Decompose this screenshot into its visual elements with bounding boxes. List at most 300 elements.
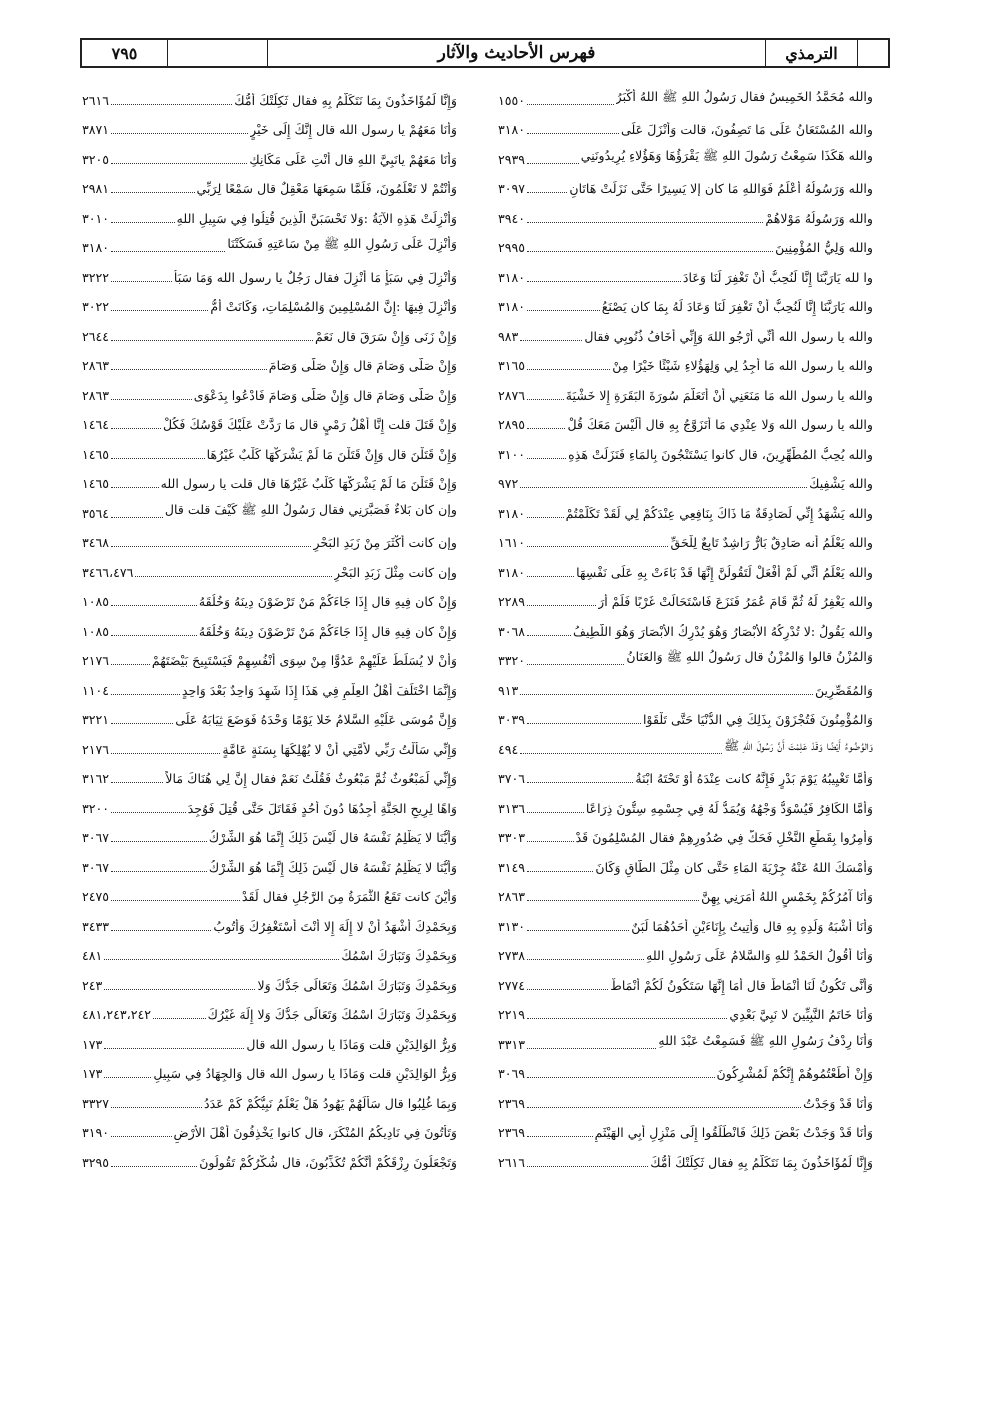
index-entry (82, 849, 457, 879)
entry-text: وَبِحَمْدِكَ وَتَبَارَكَ اسْمُكَ (341, 948, 457, 963)
entry-text: والله المُسْتَعَانُ عَلَى مَا تَصِفُونَ، قالت وَأَنْزَلَ عَلَى (621, 122, 873, 137)
index-entry (82, 790, 457, 820)
leader-dots (111, 340, 313, 341)
index-entry (498, 761, 873, 791)
entry-text: وَأَنَا قَدْ وَجَدْتُ بَعْضَ ذَلِكَ فَانْطَلَقُوا إِلَى مَنْزِلِ أَبِي الهَيْثَمِ (594, 1125, 873, 1140)
hadith-number: ١٧٣ (82, 1066, 103, 1081)
hadith-number: ٣١٨٠ (498, 505, 526, 521)
index-entry (82, 613, 457, 643)
index-entry (498, 1144, 873, 1174)
leader-dots (527, 192, 567, 193)
leader-dots (527, 310, 600, 311)
entry-text: وَبِرُّ الوَالِدَيْنِ قلت وَمَاذَا يا رسول الله قال وَالجِهَادُ فِي سَبِيلِ (153, 1066, 457, 1081)
hadith-number: ١٠٨٥ (82, 623, 110, 639)
leader-dots (104, 1048, 244, 1049)
index-entry (82, 1115, 457, 1145)
index-entry (82, 938, 457, 968)
index-entry (498, 230, 873, 260)
entry-text: وَأَنَا رِدْفُ رَسُولِ اللهِ ﷺ فَسَمِعْتُ عَبْدَ اللهِ (658, 1032, 873, 1048)
entry-text: والله يَشْفِيكَ (809, 476, 873, 491)
entry-text: والله يَغْفِرُ لَهُ ثُمَّ قَامَ عُمَرُ فَنَزَعَ فَاسْتَحَالَتْ غَرْبًا فَلَمْ أَرَ (598, 594, 873, 609)
entry-text: والله يا رسول الله وَلا عِنْدِي مَا أَتَزَوَّجُ بِهِ قال أَلَيْسَ مَعَكَ قُلْ (567, 417, 873, 432)
leader-dots (111, 281, 172, 282)
entry-text: وَأُنْزِلَ عَلَى رَسُولِ اللهِ ﷺ مِنْ سَاعَتِهِ فَسَكَتْنَا (227, 236, 457, 251)
leader-dots (111, 192, 194, 193)
index-entry (498, 849, 873, 879)
hadith-number: ٣٠٦٧ (82, 859, 110, 875)
leader-dots (520, 753, 722, 754)
leader-dots (104, 1077, 151, 1078)
index-entry (82, 997, 457, 1027)
index-entry (82, 495, 457, 525)
hadith-number: ٢٨٦٣ (498, 889, 526, 904)
leader-dots (527, 1077, 714, 1078)
leader-dots (111, 930, 211, 931)
entry-text: وَأَنَا خَاتَمُ النَّبِيِّينَ لا نَبِيَّ بَعْدِي (729, 1007, 873, 1022)
leader-dots (111, 782, 163, 783)
hadith-number: ٣٣٢٠ (498, 653, 526, 668)
entry-text: وَأَنَا مَعَهُمْ يا رسول الله قال إِنَّكَ إِلَى خَيْرٍ (250, 122, 457, 137)
index-entry (82, 702, 457, 732)
hadith-number: ٣٠١٠ (82, 210, 110, 226)
hadith-number: ٣٠٦٨ (498, 623, 526, 639)
hadith-number: ٣٢٩٥ (82, 1154, 110, 1170)
index-entry (498, 1026, 873, 1056)
leader-dots (527, 399, 564, 400)
leader-dots (111, 900, 240, 901)
hadith-number: ٢٣٦٩ (498, 1125, 526, 1140)
hadith-number: ١٥٥٠ (498, 92, 526, 108)
hadith-number: ٢٢٨٩ (498, 594, 526, 609)
index-entry (82, 1026, 457, 1056)
entry-text: والله هَكَذَا سَمِعْتُ رَسُولَ اللهِ ﷺ يَقْرَؤُهَا وَهَؤُلاءِ يُرِيدُونَنِي (580, 147, 873, 163)
leader-dots (104, 989, 255, 990)
entry-text: وَتَجْعَلُونَ رِزْقَكُمْ أَنَّكُمْ تُكَذِّبُونَ، قال شُكْرُكُمْ تَقُولُونَ (199, 1154, 457, 1170)
leader-dots (527, 635, 571, 636)
hadith-number: ٣٣١٣ (498, 1036, 526, 1052)
entry-text: وَبِحَمْدِكَ أَشْهَدُ أَنْ لا إِلَهَ إِلا أَنْتَ أَسْتَغْفِرُكَ وَأَتُوبُ (213, 918, 457, 934)
hadith-number: ٢٩٣٩ (498, 151, 526, 167)
hadith-number: ٢٦١٦ (498, 1154, 526, 1170)
entry-text: وَإِنْ كان فِيهِ قال إِذَا جَاءَكُمْ مَنْ تَرْضَوْنَ دِينَهُ وَخُلُقَهُ (198, 594, 457, 609)
entry-text: وَالمُزْنُ قالوا وَالمُزْنُ قال رَسُولُ اللهِ ﷺ وَالعَنَانُ (626, 649, 873, 664)
index-entry (498, 141, 873, 171)
entry-text: وَأُنْزِلَتْ هَذِهِ الآيَةُ :وَلا تَحْسَبَنَّ الَّذِينَ قُتِلُوا فِي سَبِيلِ اللهِ (176, 210, 457, 226)
entry-text: وَاهًا لِرِيحِ الجَنَّةِ أَجِدُهَا دُونَ أُحُدٍ فَقَاتَلَ حَتَّى قُتِلَ فَوُجِدَ (187, 800, 457, 816)
hadith-number: ١٧٣ (82, 1036, 103, 1052)
index-entry (498, 112, 873, 142)
hadith-number: ٣٤٦٨ (82, 535, 110, 550)
entry-text: وَأَنْتُمْ لا تَعْلَمُونَ، فَلَمَّا سَمِعَهَا مَعْقِلٌ قال سَمْعًا لِرَبِّي (196, 181, 457, 196)
index-entry (498, 495, 873, 525)
leader-dots (527, 1018, 727, 1019)
entry-text: وَإِنِّي لَمَبْعُوثٌ ثُمَّ مَبْعُوثٌ فَقُلْتُ نَعَمْ فقال إِنَّ لِي هُنَاكَ مَالاً (165, 771, 457, 786)
hadith-number: ١١٠٤ (82, 682, 110, 698)
index-entry (82, 643, 457, 673)
leader-dots (527, 251, 773, 252)
index-entry (82, 436, 457, 466)
entry-text: والله يَعْلَمُ أنه صَادِقٌ بَارٌّ رَاشِدٌ تَابِعٌ لِلْحَقِّ (670, 535, 873, 550)
hadith-number: ٣١٦٥ (498, 358, 526, 373)
index-entry (498, 731, 873, 761)
index-entry (498, 259, 873, 289)
leader-dots (111, 664, 150, 665)
index-entry (82, 141, 457, 171)
index-entry (82, 1085, 457, 1115)
leader-dots (111, 723, 173, 724)
leader-dots (111, 871, 207, 872)
hadith-number: ٣١٤٩ (498, 859, 526, 875)
entry-text: وَأُنْزِلَ فِيهَا :إِنَّ المُسْلِمِينَ وَالمُسْلِمَاتِ، وَكَانَتْ أُمُّ (210, 299, 457, 314)
leader-dots (111, 251, 225, 252)
leader-dots (111, 163, 247, 164)
hadith-number: ٤٩٤ (498, 741, 519, 757)
entry-text: وَأَمَّا تَغْيِيبُهُ يَوْمَ بَدْرٍ فَإِنَّهُ كانت عِنْدَهُ أَوْ تَحْتَهُ ابْنَةُ (635, 771, 873, 786)
index-entry (82, 112, 457, 142)
entry-text: وَأَنَّى تَكُونُ لَنَا أَنْمَاطٌ قال أَمَا إِنَّهَا سَتَكُونُ لَكُمْ أَنْمَاطٌ (610, 977, 873, 993)
entry-text: وَأَنَا مَعَهُمْ يانَبِيَّ اللهِ قال أَنْتِ عَلَى مَكَانِكِ (249, 151, 457, 167)
leader-dots (527, 133, 619, 134)
page-header (80, 38, 890, 68)
leader-dots (111, 458, 205, 459)
index-entry (82, 820, 457, 850)
index-entry (498, 318, 873, 348)
hadith-number: ٣٠٦٩ (498, 1066, 526, 1081)
entry-text: وَأُمِرُوا بِقَطْعِ النَّخْلِ فَحَكَّ فِي صُدُورِهِمْ فقال المُسْلِمُونَ قَدْ (575, 830, 873, 845)
hadith-number: ٣١٨٠ (498, 564, 526, 580)
index-entry (498, 879, 873, 909)
index-entry (498, 525, 873, 555)
entry-text: وَالمُؤْمِنُونَ فَتُجْزَوْنَ بِذَلِكَ فِي الدُّنْيَا حَتَّى تَلْقَوْا (642, 712, 873, 727)
leader-dots (527, 930, 629, 931)
index-entry (498, 407, 873, 437)
hadith-number: ٣٣٢٧ (82, 1095, 110, 1111)
leader-dots (111, 487, 159, 488)
leader-dots (111, 635, 197, 636)
hadith-number: ٤٨١،٢٤٣،٢٤٢ (82, 1007, 152, 1022)
hadith-number: ٢٨٦٣ (82, 358, 110, 373)
book-name: الترمذي (766, 40, 858, 66)
index-entry (498, 82, 873, 112)
header-blank-cell (168, 40, 268, 66)
leader-dots (527, 1107, 801, 1108)
leader-dots (111, 1107, 202, 1108)
hadith-number: ٣٠٢٢ (82, 299, 110, 314)
hadith-number: ٣٢٢٢ (82, 269, 110, 285)
entry-text: وَالمُقَصِّرِينَ (814, 682, 873, 698)
entry-text: والله يَقُولُ :لا تُدْرِكُهُ الأَبْصَارُ وَهُوَ يُدْرِكُ الأَبْصَارَ وَهُوَ اللَّطِيفُ (572, 623, 873, 639)
entry-text: وَإِنْ كان فِيهِ قال إِذَا جَاءَكُمْ مَنْ تَرْضَوْنَ دِينَهُ وَخُلُقَهُ (198, 623, 457, 639)
hadith-number: ١٦١٠ (498, 535, 526, 550)
leader-dots (111, 369, 267, 370)
leader-dots (527, 782, 633, 783)
index-entry (82, 1056, 457, 1086)
leader-dots (527, 104, 614, 105)
entry-text: وَبِحَمْدِكَ وَتَبَارَكَ اسْمُكَ وَتَعَالَى جَدُّكَ وَلا (257, 977, 457, 993)
index-entry (498, 790, 873, 820)
index-entry (498, 820, 873, 850)
leader-dots (111, 399, 192, 400)
hadith-number: ٣١٨٠ (498, 269, 526, 285)
entry-text: والله وَرَسُولُهُ أَعْلَمُ فَوَاللهِ مَا كان إلا يَسِيرًا حَتَّى نَزَلَتْ هَاتَانِ (569, 181, 873, 196)
hadith-number: ٢٩٩٥ (498, 240, 526, 255)
hadith-number: ١٤٦٥ (82, 476, 110, 491)
leader-dots (104, 959, 339, 960)
hadith-number: ١٤٦٤ (82, 417, 110, 432)
hadith-number: ٢٧٣٨ (498, 948, 526, 963)
hadith-number: ٩١٣ (498, 682, 519, 698)
leader-dots (527, 517, 564, 518)
index-entry (82, 171, 457, 201)
entry-text: والله يا رسول الله مَا أَجِدُ لِي وَلِهَؤُلاءِ شَيْئًا خَيْرًا مِنْ (612, 358, 873, 373)
index-entry (82, 761, 457, 791)
hadith-number: ٣١٣٠ (498, 918, 526, 934)
index-entry (82, 672, 457, 702)
leader-dots (520, 340, 582, 341)
index-entry (498, 613, 873, 643)
hadith-number: ٣١٣٦ (498, 800, 526, 816)
entry-text: وَإِنَّمَا اخْتَلَفَ أَهْلُ العِلْمِ فِي هَذَا إِذَا شَهِدَ وَاحِدٌ بَعْدَ وَاحِدٍ (181, 682, 457, 698)
entry-text: وَإِنْ صَلَّى وَصَامَ قال وَإِنْ صَلَّى وَصَامَ فَادْعُوا بِدَعْوَى (193, 387, 457, 403)
index-entry (498, 908, 873, 938)
entry-text: وَإِنْ قَتَلْنَ قال وَإِنْ قَتَلْنَ مَا لَمْ يَشْرَكْهَا كَلْبٌ غَيْرُهَا (206, 446, 457, 462)
page-title: فهرس الأحاديث والآثار (268, 40, 766, 66)
leader-dots (527, 1166, 648, 1167)
index-entry (82, 967, 457, 997)
hadith-number: ٩٨٣ (498, 328, 519, 344)
index-entry (498, 348, 873, 378)
index-entry (82, 259, 457, 289)
hadith-number: ٢٨٧٦ (498, 387, 526, 403)
hadith-number: ٢٦١٦ (82, 92, 110, 108)
leader-dots (527, 605, 596, 606)
hadith-number: ٢٦٤٤ (82, 328, 110, 344)
page-number: ٧٩٥ (82, 40, 168, 66)
entry-text: وَبِحَمْدِكَ وَتَبَارَكَ اسْمُكَ وَتَعَالَى جَدُّكَ وَلا إِلَهَ غَيْرُكَ (207, 1007, 457, 1022)
entry-text: وَتَأْتُونَ فِي نَادِيكُمُ المُنْكَرَ، قال كانوا يَخْذِفُونَ أَهْلَ الأَرْضِ (173, 1125, 457, 1140)
hadith-number: ٣٩٤٠ (498, 210, 526, 226)
hadith-number: ٣٤٦٦،٤٧٦ (82, 564, 134, 580)
entry-text: وَأَنْ لا يُسَلِّطَ عَلَيْهِمْ عَدُوًّا مِنْ سِوَى أَنْفُسِهِمْ فَيَسْتَبِيحَ بَيْضَتَهُمْ (151, 653, 457, 668)
index-entry (82, 731, 457, 761)
index-entry (498, 643, 873, 673)
leader-dots (111, 310, 208, 311)
hadith-number: ٣٠٩٧ (498, 181, 526, 196)
entry-text: والله وَرَسُولُهُ مَوْلاهُمْ (765, 210, 873, 226)
leader-dots (527, 428, 565, 429)
index-entry (82, 1144, 457, 1174)
entry-text: وَأَنَا آمُرُكُمْ بِخَمْسٍ اللهُ أَمَرَنِي بِهِنَّ (701, 889, 873, 904)
leader-dots (111, 841, 207, 842)
hadith-number: ٢٩٨١ (82, 181, 110, 196)
index-entry (82, 200, 457, 230)
leader-dots (527, 546, 668, 547)
index-entry (82, 82, 457, 112)
index-column-left (82, 82, 457, 1174)
entry-text: وَإِنَّ مُوسَى عَلَيْهِ السَّلامُ خَلا يَوْمًا وَحْدَهُ فَوَضَعَ ثِيَابَهُ عَلَى (175, 712, 457, 727)
leader-dots (520, 487, 807, 488)
hadith-number: ٢٢١٩ (498, 1007, 526, 1022)
index-column-right (498, 82, 873, 1174)
index-entry (498, 289, 873, 319)
entry-text: وَإِنْ زَنَى وَإِنْ سَرَقَ قال نَعَمْ (315, 328, 457, 344)
entry-text: وَبِمَا غُلِبُوا قال سَأَلَهُمْ يَهُودُ هَلْ يَعْلَمُ نَبِيُّكُمْ كَمْ عَدَدُ (203, 1095, 457, 1111)
hadith-number: ١٤٦٥ (82, 446, 110, 462)
entry-text: وَإِنَّا لَمُؤَاخَذُونَ بِمَا نَتَكَلَّمُ بِهِ فقال ثَكِلَتْكَ أُمُّكَ (650, 1154, 873, 1170)
index-entry (82, 348, 457, 378)
leader-dots (111, 694, 180, 695)
entry-text: والله يا رسول الله مَا مَنَعَنِي أَنْ أَتَعَلَّمَ سُورَةَ البَقَرَةِ إِلا خَشْيَةَ (565, 387, 873, 403)
hadith-number: ٣١٠٠ (498, 446, 526, 462)
entry-text: وَأَنَا أَشْبَهُ وَلَدِهِ بِهِ قال وَأُتِيتُ بِإِنَاءَيْنِ أَحَدُهُمَا لَبَنٌ (631, 918, 873, 934)
index-entry (82, 230, 457, 260)
hadith-number: ٣١٨٠ (82, 240, 110, 255)
entry-text: وإن كانت مِثْلَ زَبَدِ البَحْرِ (333, 564, 457, 580)
index-entry (498, 171, 873, 201)
entry-text: وَإِنِّي سَأَلْتُ رَبِّي لأُمَّتِي أَنْ لا يُهْلِكَهَا بِسَنَةٍ عَامَّةٍ (222, 741, 457, 757)
leader-dots (527, 1048, 656, 1049)
hadith-number: ٣٧٠٦ (498, 771, 526, 786)
entry-text: والله يَعْلَمُ أَنِّي لَمْ أَفْعَلْ لَتَقُولُنَّ إِنَّهَا قَدْ بَاءَتْ بِهِ عَلَى نَفْسِهَا (576, 564, 873, 580)
leader-dots (527, 812, 584, 813)
hadith-number: ٣٤٣٣ (82, 918, 110, 934)
hadith-number: ٣٢٠٠ (82, 800, 110, 816)
leader-dots (527, 664, 624, 665)
leader-dots (111, 222, 175, 223)
entry-text: وا لله يَارَبَّنَا إِنَّا لَنُحِبُّ أَنْ تَغْفِرَ لَنَا وَعَادَ (682, 269, 873, 285)
entry-text: وَأَيُّنَا لا يَظْلِمُ نَفْسَهُ قال لَيْسَ ذَلِكَ إِنَّمَا هُوَ الشِّرْكُ (208, 859, 457, 875)
index-entry (498, 1056, 873, 1086)
entry-text: والله يَارَبَّنَا إِنَّا لَنُحِبُّ أَنْ تَغْفِرَ لَنَا وَعَادَ لَهُ بِمَا كان يَصْنَعُ (601, 299, 873, 314)
hadith-number: ٢٨٩٥ (498, 417, 526, 432)
hadith-number: ٣٢٠٥ (82, 151, 110, 167)
leader-dots (527, 900, 699, 901)
hadith-number: ٢٧٧٤ (498, 977, 526, 993)
index-entry (498, 1085, 873, 1115)
index-entry (498, 466, 873, 496)
leader-dots (111, 1136, 171, 1137)
index-entry (82, 525, 457, 555)
leader-dots (527, 871, 593, 872)
index-entry (498, 584, 873, 614)
hadith-number: ٣٢٢١ (82, 712, 110, 727)
entry-text: وَإِنْ قَتَلْنَ مَا لَمْ يَشْرَكْهَا كَلْبٌ غَيْرُهَا قال قلت يا رسول الله (160, 476, 457, 491)
entry-text: وَأَنَا أَقُولُ الحَمْدُ للهِ وَالسَّلامُ عَلَى رَسُولِ اللهِ (646, 948, 873, 963)
hadith-number: ٢١٧٦ (82, 741, 110, 757)
index-entry (82, 584, 457, 614)
index-entry (498, 554, 873, 584)
hadith-number: ٣١٦٢ (82, 771, 110, 786)
index-entry (82, 908, 457, 938)
hadith-number: ٢١٧٦ (82, 653, 110, 668)
entry-text: وَالوُضُوءُ أَيْضًا وَقَدْ عَلِمْتَ أَنَّ رَسُولَ اللهِ ﷺ (723, 737, 873, 753)
leader-dots (527, 458, 566, 459)
leader-dots (111, 428, 161, 429)
entry-text: وَبِرُّ الوَالِدَيْنِ قلت وَمَاذَا يا رسول الله قال (246, 1036, 457, 1052)
leader-dots (111, 133, 248, 134)
hadith-number: ٣٣٠٣ (498, 830, 526, 845)
index-entry (82, 554, 457, 584)
hadith-number: ٢٣٦٩ (498, 1095, 526, 1111)
index-entry (498, 200, 873, 230)
leader-dots (527, 576, 574, 577)
entry-text: وإن كان بَلاءٌ فَصَبَّرَنِي فقال رَسُولُ اللهِ ﷺ كَيْفَ قلت قال (164, 501, 457, 517)
hadith-number: ٣١٨٠ (498, 299, 526, 314)
entry-text: والله يا رسول الله أَنِّي أَرْجُو اللهَ وَإِنِّي أَخَافُ ذُنُوبِي فقال (584, 328, 873, 344)
hadith-number: ١٠٨٥ (82, 594, 110, 609)
leader-dots (153, 1018, 206, 1019)
hadith-number: ٢٤٣ (82, 977, 103, 993)
leader-dots (135, 576, 332, 577)
hadith-number: ٩٧٢ (498, 476, 519, 491)
index-entry (498, 938, 873, 968)
index-entry (498, 1115, 873, 1145)
entry-text: والله يُحِبُّ المُطَّهِّرِينَ، قال كانوا يَسْتَنْجُونَ بِالمَاءِ فَنَزَلَتْ هَذِهِ (568, 446, 873, 462)
leader-dots (111, 1166, 197, 1167)
leader-dots (111, 104, 232, 105)
hadith-number: ٢٤٧٥ (82, 889, 110, 904)
leader-dots (527, 1136, 593, 1137)
index-entry (82, 466, 457, 496)
hadith-number: ٣٠٦٧ (82, 830, 110, 845)
entry-text: وَإِنْ قَتَلَ قلت إِنَّا أَهْلُ رَمْيٍ قال مَا رَدَّتْ عَلَيْكَ قَوْسُكَ فَكُلْ (162, 417, 457, 432)
index-entry (82, 318, 457, 348)
index-entry (498, 436, 873, 466)
leader-dots (527, 222, 763, 223)
leader-dots (527, 959, 644, 960)
leader-dots (111, 812, 186, 813)
index-entry (498, 997, 873, 1027)
entry-text: وَأَنَا قَدْ وَجَدْتُ (803, 1095, 873, 1111)
entry-text: وَأَيُّنَا لا يَظْلِمُ نَفْسَهُ قال لَيْسَ ذَلِكَ إِنَّمَا هُوَ الشِّرْكُ (208, 830, 457, 845)
leader-dots (111, 605, 197, 606)
index-entry (82, 407, 457, 437)
hadith-number: ٢٨٦٣ (82, 387, 110, 403)
leader-dots (527, 163, 579, 164)
index-entry (498, 702, 873, 732)
entry-text: وَأَمْسَكَ اللهُ عَنْهُ جِرْيَةَ المَاءِ حَتَّى كان مِثْلَ الطَّاقِ وَكَانَ (595, 859, 873, 875)
leader-dots (527, 369, 610, 370)
leader-dots (527, 281, 681, 282)
leader-dots (111, 517, 163, 518)
hadith-number: ٣١٩٠ (82, 1125, 110, 1140)
entry-text: وَإِنْ أَطَعْتُمُوهُمْ إِنَّكُمْ لَمُشْرِكُونَ (716, 1066, 873, 1081)
entry-text: وإن كانت أَكْثَرَ مِنْ زَبَدِ البَحْرِ (313, 535, 457, 550)
leader-dots (527, 841, 574, 842)
index-entry (498, 377, 873, 407)
entry-text: والله وَلِيُّ المُؤْمِنِينَ (775, 240, 873, 255)
hadith-number: ٤٨١ (82, 948, 103, 963)
entry-text: وَإِنْ صَلَّى وَصَامَ قال وَإِنْ صَلَّى وَصَامَ (268, 358, 457, 373)
hadith-number: ٣١٨٠ (498, 122, 526, 137)
index-entry (82, 377, 457, 407)
entry-text: والله مُحَمَّدُ الخَمِيسُ فقال رَسُولُ اللهِ ﷺ اللهُ أَكْبَرُ (615, 88, 873, 104)
leader-dots (527, 989, 608, 990)
hadith-number: ٣٠٣٩ (498, 712, 526, 727)
entry-text: وَأُنْزِلَ فِي سَبَأٍ مَا أُنْزِلَ فقال رَجُلٌ يا رسول الله وَمَا سَبَأٌ (173, 269, 457, 285)
index-entry (82, 289, 457, 319)
entry-text: وَأَمَّا الكَافِرُ فَيُسْوَدُّ وَجْهُهُ وَيُمَدُّ لَهُ فِي جِسْمِهِ سِتُّونَ ذِرَاعًا (585, 800, 873, 816)
leader-dots (520, 694, 813, 695)
entry-text: وَإِنَّا لَمُؤَاخَذُونَ بِمَا نَتَكَلَّمُ بِهِ فقال ثَكِلَتْكَ أُمُّكَ (234, 92, 457, 108)
hadith-number: ٣٨٧١ (82, 122, 110, 137)
index-entry (498, 967, 873, 997)
header-blank-cell (858, 40, 888, 66)
entry-text: والله يَشْهَدُ إِنِّي لَصَادِقَةٌ مَا ذَاكَ بِنَافِعِي عِنْدَكُمْ لِي لَقَدْ تَكَلَّمْتُمْ (565, 505, 873, 521)
entry-text: وَأَيْنَ كانت تَقَعُ الثَّمَرَةُ مِنَ الرَّجُلِ فقال لَقَدْ (241, 889, 457, 904)
leader-dots (111, 546, 311, 547)
leader-dots (527, 723, 641, 724)
